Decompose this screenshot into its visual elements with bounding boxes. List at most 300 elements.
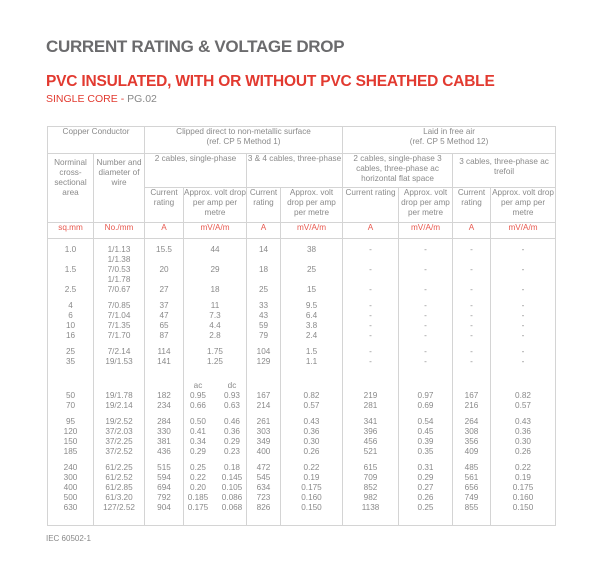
ac-value: 0.34 xyxy=(190,437,206,446)
alt-wire-cell: 1/1.38 xyxy=(94,255,145,265)
c1-cell: 694 xyxy=(145,483,184,493)
wire-cell: 61/2.25 xyxy=(94,463,145,473)
table-row xyxy=(48,437,556,447)
area-cell: 1.5 xyxy=(48,265,94,275)
c4-cell: 409 xyxy=(453,447,491,457)
empty-cell xyxy=(399,255,453,265)
c3-cell: 456 xyxy=(343,437,399,447)
dc-value: 0.145 xyxy=(221,473,243,482)
v4-cell: - xyxy=(491,321,556,331)
c1-cell: 436 xyxy=(145,447,184,457)
current-rating-header: Current rating xyxy=(247,188,281,223)
table-row xyxy=(48,347,556,357)
v1-cell: 1.25 xyxy=(184,357,247,367)
wire-header: Number and diameter of wire xyxy=(94,154,145,223)
v4-cell: 0.150 xyxy=(491,503,556,526)
dc-value: 0.93 xyxy=(224,391,240,400)
empty-cell xyxy=(247,275,281,285)
ac-value: 0.29 xyxy=(190,447,206,456)
c4-cell: - xyxy=(453,265,491,275)
c1-cell: 27 xyxy=(145,285,184,295)
empty-cell xyxy=(453,255,491,265)
c1-cell: 65 xyxy=(145,321,184,331)
v1-cell xyxy=(184,483,247,493)
c3-cell: - xyxy=(343,321,399,331)
table-row xyxy=(48,245,556,255)
v2-cell: 0.82 xyxy=(281,391,343,401)
spacer-cell xyxy=(48,367,94,391)
c3-cell: - xyxy=(343,265,399,275)
wire-cell: 37/2.03 xyxy=(94,427,145,437)
c4-cell: 308 xyxy=(453,427,491,437)
separator: - xyxy=(117,93,128,105)
ac-value: 0.95 xyxy=(190,391,206,400)
wire-cell: 37/2.52 xyxy=(94,447,145,457)
dc-value: 0.068 xyxy=(221,503,243,512)
c3-cell: 281 xyxy=(343,401,399,411)
c3-cell: 1138 xyxy=(343,503,399,526)
area-cell: 300 xyxy=(48,473,94,483)
empty-cell xyxy=(145,255,184,265)
c4-cell: - xyxy=(453,357,491,367)
wire-cell: 7/2.14 xyxy=(94,347,145,357)
wire-cell: 19/1.78 xyxy=(94,391,145,401)
v3-cell: - xyxy=(399,285,453,295)
area-cell: 630 xyxy=(48,503,94,526)
v1-cell xyxy=(184,417,247,427)
v1-cell: 18 xyxy=(184,285,247,295)
c2-cell: 349 xyxy=(247,437,281,447)
table-row xyxy=(48,391,556,401)
c3-cell: 852 xyxy=(343,483,399,493)
wire-cell: 7/0.53 xyxy=(94,265,145,275)
c2-cell: 104 xyxy=(247,347,281,357)
v2-cell: 0.175 xyxy=(281,483,343,493)
free-air-trefoil-header: 3 cables, three-phase ac trefoil xyxy=(453,154,556,188)
v4-cell: - xyxy=(491,331,556,341)
spacer-cell xyxy=(94,367,145,391)
v4-cell: 0.26 xyxy=(491,447,556,457)
v2-cell: 3.8 xyxy=(281,321,343,331)
c3-cell: - xyxy=(343,331,399,341)
table-row xyxy=(48,473,556,483)
v1-cell: 1.75 xyxy=(184,347,247,357)
v2-cell: 1.5 xyxy=(281,347,343,357)
table-body xyxy=(48,239,556,526)
c1-cell: 182 xyxy=(145,391,184,401)
volt-drop-header: Approx. volt drop per amp per metre xyxy=(491,188,556,223)
table-row xyxy=(48,311,556,321)
unit-amp: A xyxy=(145,223,184,239)
ac-value: 0.41 xyxy=(190,427,206,436)
wire-cell: 7/1.35 xyxy=(94,321,145,331)
v4-cell: - xyxy=(491,265,556,275)
clipped-title: Clipped direct to non-metallic surface xyxy=(176,127,311,136)
wire-cell: 19/1.53 xyxy=(94,357,145,367)
core-type-label xyxy=(46,93,157,105)
c4-cell: - xyxy=(453,331,491,341)
current-rating-header: Current rating xyxy=(145,188,184,223)
v2-cell: 6.4 xyxy=(281,311,343,321)
c1-cell: 114 xyxy=(145,347,184,357)
empty-cell xyxy=(343,275,399,285)
cable-type-heading: PVC INSULATED, WITH OR WITHOUT PVC SHEATHED CABLE xyxy=(46,73,495,90)
v1-cell xyxy=(184,437,247,447)
c4-cell: - xyxy=(453,347,491,357)
c4-cell: 356 xyxy=(453,437,491,447)
v3-cell: 0.29 xyxy=(399,473,453,483)
c4-cell: 167 xyxy=(453,391,491,401)
empty-cell xyxy=(491,255,556,265)
current-rating-header: Current rating xyxy=(453,188,491,223)
ac-dc-labels xyxy=(184,367,247,391)
c3-cell: - xyxy=(343,311,399,321)
v2-cell: 0.26 xyxy=(281,447,343,457)
c3-cell: - xyxy=(343,301,399,311)
table-row xyxy=(48,401,556,411)
v3-cell: - xyxy=(399,347,453,357)
v2-cell: 15 xyxy=(281,285,343,295)
v4-cell: - xyxy=(491,347,556,357)
unit-mv: mV/A/m xyxy=(281,223,343,239)
table-row xyxy=(48,483,556,493)
v4-cell: - xyxy=(491,357,556,367)
spacer-cell xyxy=(399,367,453,391)
c4-cell: - xyxy=(453,245,491,255)
area-cell: 400 xyxy=(48,483,94,493)
v2-cell: 1.1 xyxy=(281,357,343,367)
spacer-cell xyxy=(145,367,184,391)
v1-cell xyxy=(184,503,247,526)
table-row xyxy=(48,503,556,526)
c4-cell: 561 xyxy=(453,473,491,483)
c4-cell: 264 xyxy=(453,417,491,427)
c4-cell: - xyxy=(453,321,491,331)
table-row xyxy=(48,265,556,275)
v3-cell: - xyxy=(399,311,453,321)
wire-cell: 61/2.85 xyxy=(94,483,145,493)
empty-cell xyxy=(453,275,491,285)
v3-cell: 0.69 xyxy=(399,401,453,411)
wire-cell: 127/2.52 xyxy=(94,503,145,526)
v1-cell xyxy=(184,493,247,503)
c2-cell: 261 xyxy=(247,417,281,427)
v4-cell: 0.57 xyxy=(491,401,556,411)
empty-cell xyxy=(281,255,343,265)
c2-cell: 25 xyxy=(247,285,281,295)
v2-cell: 9.5 xyxy=(281,301,343,311)
volt-drop-header: Approx. volt drop per amp per metre xyxy=(399,188,453,223)
c2-cell: 472 xyxy=(247,463,281,473)
v3-cell: 0.54 xyxy=(399,417,453,427)
two-cables-single-phase-header: 2 cables, single-phase xyxy=(145,154,247,188)
c1-cell: 594 xyxy=(145,473,184,483)
table-row xyxy=(48,321,556,331)
ac-value: 0.175 xyxy=(187,503,209,512)
wire-cell: 7/1.04 xyxy=(94,311,145,321)
c3-cell: - xyxy=(343,285,399,295)
core-label: SINGLE CORE xyxy=(46,93,118,105)
dc-value: 0.29 xyxy=(224,437,240,446)
area-cell: 120 xyxy=(48,427,94,437)
ac-value: 0.50 xyxy=(190,417,206,426)
c4-cell: - xyxy=(453,301,491,311)
table-row xyxy=(48,301,556,311)
current-rating-header: Current rating xyxy=(343,188,399,223)
table-row xyxy=(48,417,556,427)
v1-cell: 4.4 xyxy=(184,321,247,331)
c2-cell: 129 xyxy=(247,357,281,367)
v1-cell: 29 xyxy=(184,265,247,275)
v4-cell: 0.30 xyxy=(491,437,556,447)
c2-cell: 59 xyxy=(247,321,281,331)
v1-cell: 7.3 xyxy=(184,311,247,321)
table-row xyxy=(48,357,556,367)
unit-area: sq.mm xyxy=(48,223,94,239)
unit-mv: mV/A/m xyxy=(491,223,556,239)
table-row xyxy=(48,285,556,295)
wire-cell: 1/1.13 xyxy=(94,245,145,255)
spacer-cell xyxy=(491,367,556,391)
c3-cell: - xyxy=(343,357,399,367)
area-cell: 35 xyxy=(48,357,94,367)
spacer-cell xyxy=(453,367,491,391)
unit-wire: No./mm xyxy=(94,223,145,239)
dc-value: 0.086 xyxy=(221,493,243,502)
area-cell: 16 xyxy=(48,331,94,341)
empty-cell xyxy=(48,275,94,285)
c4-cell: 485 xyxy=(453,463,491,473)
v3-cell: 0.27 xyxy=(399,483,453,493)
v2-cell: 2.4 xyxy=(281,331,343,341)
c1-cell: 515 xyxy=(145,463,184,473)
c1-cell: 284 xyxy=(145,417,184,427)
ac-value: 0.185 xyxy=(187,493,209,502)
v3-cell: 0.35 xyxy=(399,447,453,457)
table-row xyxy=(48,447,556,457)
free-air-flat-header: 2 cables, single-phase 3 cables, three-phase ac horizontal flat space xyxy=(343,154,453,188)
area-cell: 2.5 xyxy=(48,285,94,295)
c1-cell: 87 xyxy=(145,331,184,341)
empty-cell xyxy=(343,255,399,265)
c2-cell: 14 xyxy=(247,245,281,255)
c4-cell: 749 xyxy=(453,493,491,503)
c2-cell: 79 xyxy=(247,331,281,341)
v1-cell xyxy=(184,473,247,483)
v1-cell: 2.8 xyxy=(184,331,247,341)
c1-cell: 47 xyxy=(145,311,184,321)
dc-value: 0.18 xyxy=(224,463,240,472)
v2-cell: 0.43 xyxy=(281,417,343,427)
unit-amp: A xyxy=(343,223,399,239)
v3-cell: - xyxy=(399,265,453,275)
c1-cell: 234 xyxy=(145,401,184,411)
standard-reference: IEC 60502-1 xyxy=(46,534,91,543)
v4-cell: 0.160 xyxy=(491,493,556,503)
empty-cell xyxy=(399,275,453,285)
v3-cell: - xyxy=(399,301,453,311)
c3-cell: 396 xyxy=(343,427,399,437)
v4-cell: 0.175 xyxy=(491,483,556,493)
clipped-direct-header xyxy=(145,127,343,154)
volt-drop-header: Approx. volt drop per amp per metre xyxy=(184,188,247,223)
v3-cell: 0.31 xyxy=(399,463,453,473)
alt-wire-cell: 1/1.78 xyxy=(94,275,145,285)
table-row xyxy=(48,463,556,473)
dc-value: 0.36 xyxy=(224,427,240,436)
area-cell: 185 xyxy=(48,447,94,457)
free-air-title: Laid in free air xyxy=(423,127,475,136)
copper-conductor-header: Copper Conductor xyxy=(48,127,145,154)
c4-cell: 855 xyxy=(453,503,491,526)
v4-cell: 0.19 xyxy=(491,473,556,483)
ac-value: 0.66 xyxy=(190,401,206,410)
wire-cell: 61/2.52 xyxy=(94,473,145,483)
v3-cell: 0.26 xyxy=(399,493,453,503)
wire-cell: 7/0.85 xyxy=(94,301,145,311)
v1-cell xyxy=(184,401,247,411)
v4-cell: - xyxy=(491,311,556,321)
unit-mv: mV/A/m xyxy=(399,223,453,239)
v2-cell: 0.30 xyxy=(281,437,343,447)
v4-cell: 0.82 xyxy=(491,391,556,401)
c3-cell: 219 xyxy=(343,391,399,401)
clipped-ref: (ref. CP 5 Method 1) xyxy=(206,137,281,146)
area-cell: 4 xyxy=(48,301,94,311)
wire-cell: 19/2.52 xyxy=(94,417,145,427)
ac-value: 0.25 xyxy=(190,463,206,472)
c2-cell: 634 xyxy=(247,483,281,493)
area-cell: 500 xyxy=(48,493,94,503)
empty-cell xyxy=(145,275,184,285)
wire-cell: 19/2.14 xyxy=(94,401,145,411)
v3-cell: 0.45 xyxy=(399,427,453,437)
v4-cell: - xyxy=(491,245,556,255)
table-row xyxy=(48,427,556,437)
v1-cell xyxy=(184,463,247,473)
table-row-alt-wire xyxy=(48,275,556,285)
c4-cell: - xyxy=(453,311,491,321)
v3-cell: 0.25 xyxy=(399,503,453,526)
table-row xyxy=(48,493,556,503)
current-rating-table xyxy=(47,126,556,526)
v4-cell: 0.36 xyxy=(491,427,556,437)
v3-cell: - xyxy=(399,321,453,331)
spacer-cell xyxy=(343,367,399,391)
unit-mv: mV/A/m xyxy=(184,223,247,239)
dc-label: dc xyxy=(227,381,237,390)
c3-cell: 521 xyxy=(343,447,399,457)
v4-cell: - xyxy=(491,285,556,295)
c3-cell: 709 xyxy=(343,473,399,483)
v1-cell xyxy=(184,447,247,457)
empty-cell xyxy=(281,275,343,285)
table-row xyxy=(48,331,556,341)
empty-cell xyxy=(48,255,94,265)
wire-cell: 7/0.67 xyxy=(94,285,145,295)
unit-amp: A xyxy=(247,223,281,239)
wire-cell: 37/2.25 xyxy=(94,437,145,447)
c2-cell: 723 xyxy=(247,493,281,503)
v1-cell xyxy=(184,427,247,437)
three-four-cables-header: 3 & 4 cables, three-phase xyxy=(247,154,343,188)
area-cell: 10 xyxy=(48,321,94,331)
v3-cell: 0.97 xyxy=(399,391,453,401)
empty-cell xyxy=(184,275,247,285)
spacer-cell xyxy=(281,367,343,391)
c1-cell: 792 xyxy=(145,493,184,503)
v4-cell: - xyxy=(491,301,556,311)
v3-cell: - xyxy=(399,331,453,341)
c1-cell: 381 xyxy=(145,437,184,447)
free-air-header xyxy=(343,127,556,154)
v2-cell: 38 xyxy=(281,245,343,255)
c1-cell: 15.5 xyxy=(145,245,184,255)
wire-cell: 61/3.20 xyxy=(94,493,145,503)
ac-value: 0.22 xyxy=(190,473,206,482)
v2-cell: 0.19 xyxy=(281,473,343,483)
page-title: CURRENT RATING & VOLTAGE DROP xyxy=(46,37,345,56)
c3-cell: 341 xyxy=(343,417,399,427)
c3-cell: 982 xyxy=(343,493,399,503)
empty-cell xyxy=(184,255,247,265)
v4-cell: 0.22 xyxy=(491,463,556,473)
free-air-ref: (ref. CP 5 Method 12) xyxy=(409,137,489,146)
wire-cell: 7/1.70 xyxy=(94,331,145,341)
c1-cell: 141 xyxy=(145,357,184,367)
volt-drop-header: Approx. volt drop per amp per metre xyxy=(281,188,343,223)
unit-amp: A xyxy=(453,223,491,239)
area-cell: 25 xyxy=(48,347,94,357)
area-cell: 1.0 xyxy=(48,245,94,255)
v2-cell: 25 xyxy=(281,265,343,275)
c3-cell: - xyxy=(343,347,399,357)
v3-cell: 0.39 xyxy=(399,437,453,447)
area-header: Norminal cross-sectional area xyxy=(48,154,94,223)
area-cell: 70 xyxy=(48,401,94,411)
area-cell: 50 xyxy=(48,391,94,401)
c4-cell: - xyxy=(453,285,491,295)
c2-cell: 167 xyxy=(247,391,281,401)
c1-cell: 20 xyxy=(145,265,184,275)
v3-cell: - xyxy=(399,357,453,367)
dc-value: 0.63 xyxy=(224,401,240,410)
c1-cell: 330 xyxy=(145,427,184,437)
c4-cell: 656 xyxy=(453,483,491,493)
empty-cell xyxy=(491,275,556,285)
v4-cell: 0.43 xyxy=(491,417,556,427)
c2-cell: 826 xyxy=(247,503,281,526)
v2-cell: 0.150 xyxy=(281,503,343,526)
area-cell: 6 xyxy=(48,311,94,321)
spacer-cell xyxy=(247,367,281,391)
v2-cell: 0.160 xyxy=(281,493,343,503)
c2-cell: 545 xyxy=(247,473,281,483)
ac-label: ac xyxy=(193,381,203,390)
ac-dc-label-row xyxy=(48,367,556,391)
v2-cell: 0.22 xyxy=(281,463,343,473)
area-cell: 95 xyxy=(48,417,94,427)
dc-value: 0.23 xyxy=(224,447,240,456)
c2-cell: 33 xyxy=(247,301,281,311)
v1-cell: 44 xyxy=(184,245,247,255)
c3-cell: - xyxy=(343,245,399,255)
c1-cell: 37 xyxy=(145,301,184,311)
c4-cell: 216 xyxy=(453,401,491,411)
v2-cell: 0.36 xyxy=(281,427,343,437)
dc-value: 0.46 xyxy=(224,417,240,426)
c3-cell: 615 xyxy=(343,463,399,473)
